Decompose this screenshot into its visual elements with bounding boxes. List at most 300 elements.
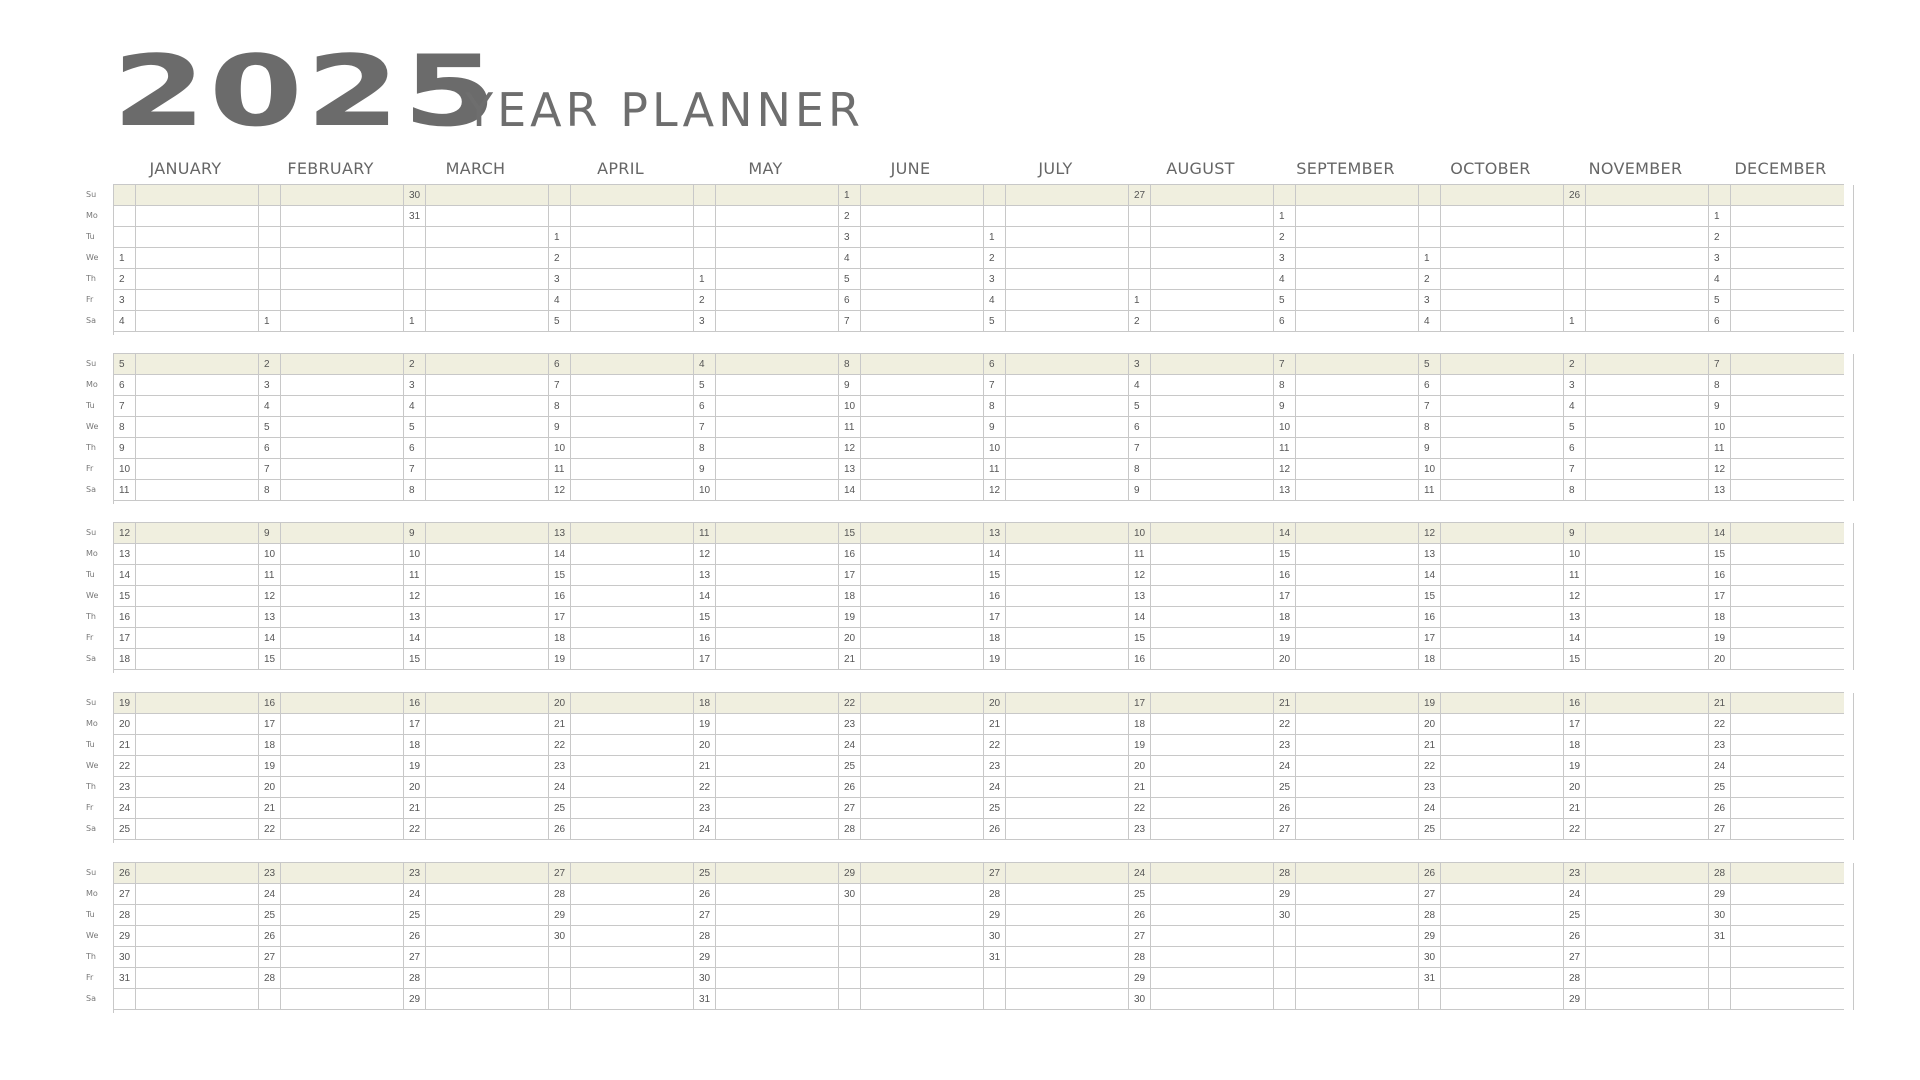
planner-entry-cell[interactable] (1151, 798, 1274, 819)
planner-entry-cell[interactable] (281, 290, 404, 311)
planner-entry-cell[interactable] (1731, 248, 1854, 269)
planner-entry-cell[interactable] (136, 417, 259, 438)
planner-entry-cell[interactable] (281, 777, 404, 798)
planner-entry-cell[interactable] (1586, 311, 1709, 332)
planner-entry-cell[interactable] (716, 206, 839, 227)
planner-entry-cell[interactable] (1296, 438, 1419, 459)
planner-entry-cell[interactable] (1296, 905, 1419, 926)
planner-entry-cell[interactable] (1441, 905, 1564, 926)
planner-entry-cell[interactable] (571, 480, 694, 501)
planner-entry-cell[interactable] (136, 375, 259, 396)
planner-entry-cell[interactable] (1296, 884, 1419, 905)
planner-entry-cell[interactable] (281, 905, 404, 926)
planner-entry-cell[interactable] (136, 819, 259, 840)
planner-entry-cell[interactable] (1731, 947, 1854, 968)
planner-entry-cell[interactable] (716, 248, 839, 269)
planner-entry-cell[interactable] (136, 459, 259, 480)
planner-entry-cell[interactable] (861, 607, 984, 628)
planner-entry-cell[interactable] (571, 269, 694, 290)
planner-entry-cell[interactable] (136, 905, 259, 926)
planner-entry-cell[interactable] (1586, 926, 1709, 947)
planner-entry-cell[interactable] (426, 947, 549, 968)
planner-entry-cell[interactable] (1006, 227, 1129, 248)
planner-entry-cell[interactable] (1731, 819, 1854, 840)
planner-entry-cell[interactable] (281, 354, 404, 375)
planner-entry-cell[interactable] (1006, 735, 1129, 756)
planner-entry-cell[interactable] (426, 649, 549, 670)
planner-entry-cell[interactable] (136, 714, 259, 735)
planner-entry-cell[interactable] (861, 756, 984, 777)
planner-entry-cell[interactable] (1151, 544, 1274, 565)
planner-entry-cell[interactable] (861, 523, 984, 544)
planner-entry-cell[interactable] (1441, 926, 1564, 947)
planner-entry-cell[interactable] (426, 714, 549, 735)
planner-entry-cell[interactable] (136, 735, 259, 756)
planner-entry-cell[interactable] (1006, 269, 1129, 290)
planner-entry-cell[interactable] (716, 649, 839, 670)
planner-entry-cell[interactable] (426, 206, 549, 227)
planner-entry-cell[interactable] (136, 586, 259, 607)
planner-entry-cell[interactable] (1441, 311, 1564, 332)
planner-entry-cell[interactable] (1586, 396, 1709, 417)
planner-entry-cell[interactable] (426, 884, 549, 905)
planner-entry-cell[interactable] (1151, 926, 1274, 947)
planner-entry-cell[interactable] (716, 269, 839, 290)
planner-entry-cell[interactable] (861, 185, 984, 206)
planner-entry-cell[interactable] (1586, 628, 1709, 649)
planner-entry-cell[interactable] (426, 586, 549, 607)
planner-entry-cell[interactable] (861, 735, 984, 756)
planner-entry-cell[interactable] (571, 206, 694, 227)
planner-entry-cell[interactable] (1296, 756, 1419, 777)
planner-entry-cell[interactable] (426, 248, 549, 269)
planner-entry-cell[interactable] (716, 565, 839, 586)
planner-entry-cell[interactable] (716, 863, 839, 884)
planner-entry-cell[interactable] (136, 206, 259, 227)
planner-entry-cell[interactable] (1731, 396, 1854, 417)
planner-entry-cell[interactable] (1151, 565, 1274, 586)
planner-entry-cell[interactable] (716, 396, 839, 417)
planner-entry-cell[interactable] (1006, 905, 1129, 926)
planner-entry-cell[interactable] (1006, 628, 1129, 649)
planner-entry-cell[interactable] (571, 523, 694, 544)
planner-entry-cell[interactable] (426, 438, 549, 459)
planner-entry-cell[interactable] (1006, 884, 1129, 905)
planner-entry-cell[interactable] (1441, 206, 1564, 227)
planner-entry-cell[interactable] (1731, 290, 1854, 311)
planner-entry-cell[interactable] (571, 248, 694, 269)
planner-entry-cell[interactable] (281, 735, 404, 756)
planner-entry-cell[interactable] (1586, 968, 1709, 989)
planner-entry-cell[interactable] (1151, 269, 1274, 290)
planner-entry-cell[interactable] (1296, 523, 1419, 544)
planner-entry-cell[interactable] (571, 798, 694, 819)
planner-entry-cell[interactable] (1731, 628, 1854, 649)
planner-entry-cell[interactable] (1006, 693, 1129, 714)
planner-entry-cell[interactable] (1006, 523, 1129, 544)
planner-entry-cell[interactable] (861, 544, 984, 565)
planner-entry-cell[interactable] (281, 523, 404, 544)
planner-entry-cell[interactable] (716, 947, 839, 968)
planner-entry-cell[interactable] (136, 480, 259, 501)
planner-entry-cell[interactable] (716, 714, 839, 735)
planner-entry-cell[interactable] (1006, 819, 1129, 840)
planner-entry-cell[interactable] (1296, 396, 1419, 417)
planner-entry-cell[interactable] (1731, 480, 1854, 501)
planner-entry-cell[interactable] (861, 459, 984, 480)
planner-entry-cell[interactable] (281, 586, 404, 607)
planner-entry-cell[interactable] (1731, 438, 1854, 459)
planner-entry-cell[interactable] (136, 269, 259, 290)
planner-entry-cell[interactable] (716, 777, 839, 798)
planner-entry-cell[interactable] (861, 863, 984, 884)
planner-entry-cell[interactable] (1731, 884, 1854, 905)
planner-entry-cell[interactable] (426, 735, 549, 756)
planner-entry-cell[interactable] (716, 354, 839, 375)
planner-entry-cell[interactable] (1296, 269, 1419, 290)
planner-entry-cell[interactable] (136, 185, 259, 206)
planner-entry-cell[interactable] (1151, 396, 1274, 417)
planner-entry-cell[interactable] (861, 905, 984, 926)
planner-entry-cell[interactable] (1006, 968, 1129, 989)
planner-entry-cell[interactable] (1586, 735, 1709, 756)
planner-entry-cell[interactable] (1586, 565, 1709, 586)
planner-entry-cell[interactable] (571, 354, 694, 375)
planner-entry-cell[interactable] (716, 311, 839, 332)
planner-entry-cell[interactable] (1441, 947, 1564, 968)
planner-entry-cell[interactable] (861, 248, 984, 269)
planner-entry-cell[interactable] (1296, 544, 1419, 565)
planner-entry-cell[interactable] (1731, 354, 1854, 375)
planner-entry-cell[interactable] (861, 480, 984, 501)
planner-entry-cell[interactable] (1296, 311, 1419, 332)
planner-entry-cell[interactable] (426, 459, 549, 480)
planner-entry-cell[interactable] (861, 396, 984, 417)
planner-entry-cell[interactable] (1296, 863, 1419, 884)
planner-entry-cell[interactable] (136, 693, 259, 714)
planner-entry-cell[interactable] (716, 290, 839, 311)
planner-entry-cell[interactable] (136, 544, 259, 565)
planner-entry-cell[interactable] (426, 417, 549, 438)
planner-entry-cell[interactable] (716, 375, 839, 396)
planner-entry-cell[interactable] (571, 628, 694, 649)
planner-entry-cell[interactable] (426, 523, 549, 544)
planner-entry-cell[interactable] (1296, 417, 1419, 438)
planner-entry-cell[interactable] (1731, 586, 1854, 607)
planner-entry-cell[interactable] (1441, 565, 1564, 586)
planner-entry-cell[interactable] (861, 311, 984, 332)
planner-entry-cell[interactable] (1006, 438, 1129, 459)
planner-entry-cell[interactable] (716, 438, 839, 459)
planner-entry-cell[interactable] (861, 968, 984, 989)
planner-entry-cell[interactable] (716, 459, 839, 480)
planner-entry-cell[interactable] (1296, 375, 1419, 396)
planner-entry-cell[interactable] (571, 735, 694, 756)
planner-entry-cell[interactable] (1731, 206, 1854, 227)
planner-entry-cell[interactable] (1151, 227, 1274, 248)
planner-entry-cell[interactable] (1731, 565, 1854, 586)
planner-entry-cell[interactable] (426, 863, 549, 884)
planner-entry-cell[interactable] (1151, 438, 1274, 459)
planner-entry-cell[interactable] (136, 607, 259, 628)
planner-entry-cell[interactable] (1731, 607, 1854, 628)
planner-entry-cell[interactable] (1296, 565, 1419, 586)
planner-entry-cell[interactable] (1586, 756, 1709, 777)
planner-entry-cell[interactable] (1151, 968, 1274, 989)
planner-entry-cell[interactable] (1731, 756, 1854, 777)
planner-entry-cell[interactable] (1586, 607, 1709, 628)
planner-entry-cell[interactable] (1006, 417, 1129, 438)
planner-entry-cell[interactable] (1586, 544, 1709, 565)
planner-entry-cell[interactable] (571, 947, 694, 968)
planner-entry-cell[interactable] (1006, 607, 1129, 628)
planner-entry-cell[interactable] (281, 989, 404, 1010)
planner-entry-cell[interactable] (426, 693, 549, 714)
planner-entry-cell[interactable] (1296, 459, 1419, 480)
planner-entry-cell[interactable] (426, 819, 549, 840)
planner-entry-cell[interactable] (281, 947, 404, 968)
planner-entry-cell[interactable] (1731, 968, 1854, 989)
planner-entry-cell[interactable] (136, 798, 259, 819)
planner-entry-cell[interactable] (136, 438, 259, 459)
planner-entry-cell[interactable] (136, 628, 259, 649)
planner-entry-cell[interactable] (1006, 798, 1129, 819)
planner-entry-cell[interactable] (281, 926, 404, 947)
planner-entry-cell[interactable] (1296, 628, 1419, 649)
planner-entry-cell[interactable] (426, 290, 549, 311)
planner-entry-cell[interactable] (136, 777, 259, 798)
planner-entry-cell[interactable] (716, 756, 839, 777)
planner-entry-cell[interactable] (1151, 735, 1274, 756)
planner-entry-cell[interactable] (1586, 905, 1709, 926)
planner-entry-cell[interactable] (136, 311, 259, 332)
planner-entry-cell[interactable] (716, 884, 839, 905)
planner-entry-cell[interactable] (1296, 735, 1419, 756)
planner-entry-cell[interactable] (1296, 947, 1419, 968)
planner-entry-cell[interactable] (861, 947, 984, 968)
planner-entry-cell[interactable] (1441, 438, 1564, 459)
planner-entry-cell[interactable] (571, 863, 694, 884)
planner-entry-cell[interactable] (1586, 884, 1709, 905)
planner-entry-cell[interactable] (426, 607, 549, 628)
planner-entry-cell[interactable] (1441, 396, 1564, 417)
planner-entry-cell[interactable] (426, 905, 549, 926)
planner-entry-cell[interactable] (1006, 989, 1129, 1010)
planner-entry-cell[interactable] (861, 628, 984, 649)
planner-entry-cell[interactable] (861, 819, 984, 840)
planner-entry-cell[interactable] (1151, 248, 1274, 269)
planner-entry-cell[interactable] (716, 607, 839, 628)
planner-entry-cell[interactable] (861, 227, 984, 248)
planner-entry-cell[interactable] (716, 905, 839, 926)
planner-entry-cell[interactable] (571, 544, 694, 565)
planner-entry-cell[interactable] (136, 248, 259, 269)
planner-entry-cell[interactable] (1441, 354, 1564, 375)
planner-entry-cell[interactable] (1731, 375, 1854, 396)
planner-entry-cell[interactable] (281, 968, 404, 989)
planner-entry-cell[interactable] (1586, 649, 1709, 670)
planner-entry-cell[interactable] (1441, 819, 1564, 840)
planner-entry-cell[interactable] (571, 926, 694, 947)
planner-entry-cell[interactable] (1441, 693, 1564, 714)
planner-entry-cell[interactable] (1441, 290, 1564, 311)
planner-entry-cell[interactable] (861, 354, 984, 375)
planner-entry-cell[interactable] (861, 714, 984, 735)
planner-entry-cell[interactable] (1006, 565, 1129, 586)
planner-entry-cell[interactable] (1296, 248, 1419, 269)
planner-entry-cell[interactable] (1586, 206, 1709, 227)
planner-entry-cell[interactable] (571, 884, 694, 905)
planner-entry-cell[interactable] (1006, 375, 1129, 396)
planner-entry-cell[interactable] (571, 693, 694, 714)
planner-entry-cell[interactable] (136, 290, 259, 311)
planner-entry-cell[interactable] (1296, 819, 1419, 840)
planner-entry-cell[interactable] (571, 185, 694, 206)
planner-entry-cell[interactable] (426, 396, 549, 417)
planner-entry-cell[interactable] (1441, 544, 1564, 565)
planner-entry-cell[interactable] (281, 227, 404, 248)
planner-entry-cell[interactable] (571, 396, 694, 417)
planner-entry-cell[interactable] (281, 269, 404, 290)
planner-entry-cell[interactable] (426, 311, 549, 332)
planner-entry-cell[interactable] (281, 396, 404, 417)
planner-entry-cell[interactable] (1151, 905, 1274, 926)
planner-entry-cell[interactable] (281, 628, 404, 649)
planner-entry-cell[interactable] (571, 227, 694, 248)
planner-entry-cell[interactable] (1731, 798, 1854, 819)
planner-entry-cell[interactable] (861, 375, 984, 396)
planner-entry-cell[interactable] (1151, 311, 1274, 332)
planner-entry-cell[interactable] (1441, 968, 1564, 989)
planner-entry-cell[interactable] (1731, 311, 1854, 332)
planner-entry-cell[interactable] (1441, 863, 1564, 884)
planner-entry-cell[interactable] (1441, 480, 1564, 501)
planner-entry-cell[interactable] (861, 565, 984, 586)
planner-entry-cell[interactable] (426, 544, 549, 565)
planner-entry-cell[interactable] (571, 438, 694, 459)
planner-entry-cell[interactable] (1731, 693, 1854, 714)
planner-entry-cell[interactable] (136, 227, 259, 248)
planner-entry-cell[interactable] (716, 544, 839, 565)
planner-entry-cell[interactable] (1441, 269, 1564, 290)
planner-entry-cell[interactable] (1586, 777, 1709, 798)
planner-entry-cell[interactable] (1731, 227, 1854, 248)
planner-entry-cell[interactable] (1586, 714, 1709, 735)
planner-entry-cell[interactable] (1586, 417, 1709, 438)
planner-entry-cell[interactable] (1441, 649, 1564, 670)
planner-entry-cell[interactable] (571, 290, 694, 311)
planner-entry-cell[interactable] (571, 375, 694, 396)
planner-entry-cell[interactable] (861, 989, 984, 1010)
planner-entry-cell[interactable] (571, 417, 694, 438)
planner-entry-cell[interactable] (1151, 375, 1274, 396)
planner-entry-cell[interactable] (1151, 628, 1274, 649)
planner-entry-cell[interactable] (1151, 819, 1274, 840)
planner-entry-cell[interactable] (1731, 735, 1854, 756)
planner-entry-cell[interactable] (1006, 947, 1129, 968)
planner-entry-cell[interactable] (716, 968, 839, 989)
planner-entry-cell[interactable] (861, 798, 984, 819)
planner-entry-cell[interactable] (1296, 480, 1419, 501)
planner-entry-cell[interactable] (1441, 628, 1564, 649)
planner-entry-cell[interactable] (426, 375, 549, 396)
planner-entry-cell[interactable] (426, 777, 549, 798)
planner-entry-cell[interactable] (571, 968, 694, 989)
planner-entry-cell[interactable] (281, 819, 404, 840)
planner-entry-cell[interactable] (1731, 459, 1854, 480)
planner-entry-cell[interactable] (1731, 185, 1854, 206)
planner-entry-cell[interactable] (1296, 206, 1419, 227)
planner-entry-cell[interactable] (1006, 863, 1129, 884)
planner-entry-cell[interactable] (861, 884, 984, 905)
planner-entry-cell[interactable] (1586, 586, 1709, 607)
planner-entry-cell[interactable] (1586, 480, 1709, 501)
planner-entry-cell[interactable] (1296, 227, 1419, 248)
planner-entry-cell[interactable] (861, 417, 984, 438)
planner-entry-cell[interactable] (136, 354, 259, 375)
planner-entry-cell[interactable] (1441, 586, 1564, 607)
planner-entry-cell[interactable] (1151, 649, 1274, 670)
planner-entry-cell[interactable] (571, 819, 694, 840)
planner-entry-cell[interactable] (1006, 459, 1129, 480)
planner-entry-cell[interactable] (716, 185, 839, 206)
planner-entry-cell[interactable] (426, 756, 549, 777)
planner-entry-cell[interactable] (136, 649, 259, 670)
planner-entry-cell[interactable] (1731, 544, 1854, 565)
planner-entry-cell[interactable] (1151, 586, 1274, 607)
planner-entry-cell[interactable] (1586, 227, 1709, 248)
planner-entry-cell[interactable] (1441, 989, 1564, 1010)
planner-entry-cell[interactable] (1441, 248, 1564, 269)
planner-entry-cell[interactable] (716, 926, 839, 947)
planner-entry-cell[interactable] (571, 756, 694, 777)
planner-entry-cell[interactable] (1006, 926, 1129, 947)
planner-entry-cell[interactable] (281, 649, 404, 670)
planner-entry-cell[interactable] (1441, 523, 1564, 544)
planner-entry-cell[interactable] (1441, 798, 1564, 819)
planner-entry-cell[interactable] (1586, 798, 1709, 819)
planner-entry-cell[interactable] (1586, 290, 1709, 311)
planner-entry-cell[interactable] (716, 628, 839, 649)
planner-entry-cell[interactable] (716, 480, 839, 501)
planner-entry-cell[interactable] (426, 185, 549, 206)
planner-entry-cell[interactable] (281, 311, 404, 332)
planner-entry-cell[interactable] (571, 459, 694, 480)
planner-entry-cell[interactable] (136, 863, 259, 884)
planner-entry-cell[interactable] (1731, 905, 1854, 926)
planner-entry-cell[interactable] (1441, 777, 1564, 798)
planner-entry-cell[interactable] (716, 989, 839, 1010)
planner-entry-cell[interactable] (1151, 989, 1274, 1010)
planner-entry-cell[interactable] (1586, 354, 1709, 375)
planner-entry-cell[interactable] (281, 185, 404, 206)
planner-entry-cell[interactable] (1441, 227, 1564, 248)
planner-entry-cell[interactable] (1441, 735, 1564, 756)
planner-entry-cell[interactable] (571, 311, 694, 332)
planner-entry-cell[interactable] (571, 607, 694, 628)
planner-entry-cell[interactable] (571, 905, 694, 926)
planner-entry-cell[interactable] (1151, 777, 1274, 798)
planner-entry-cell[interactable] (1586, 819, 1709, 840)
planner-entry-cell[interactable] (426, 628, 549, 649)
planner-entry-cell[interactable] (1441, 884, 1564, 905)
planner-entry-cell[interactable] (1731, 926, 1854, 947)
planner-entry-cell[interactable] (1586, 438, 1709, 459)
planner-entry-cell[interactable] (1151, 947, 1274, 968)
planner-entry-cell[interactable] (426, 480, 549, 501)
planner-entry-cell[interactable] (1006, 354, 1129, 375)
planner-entry-cell[interactable] (861, 586, 984, 607)
